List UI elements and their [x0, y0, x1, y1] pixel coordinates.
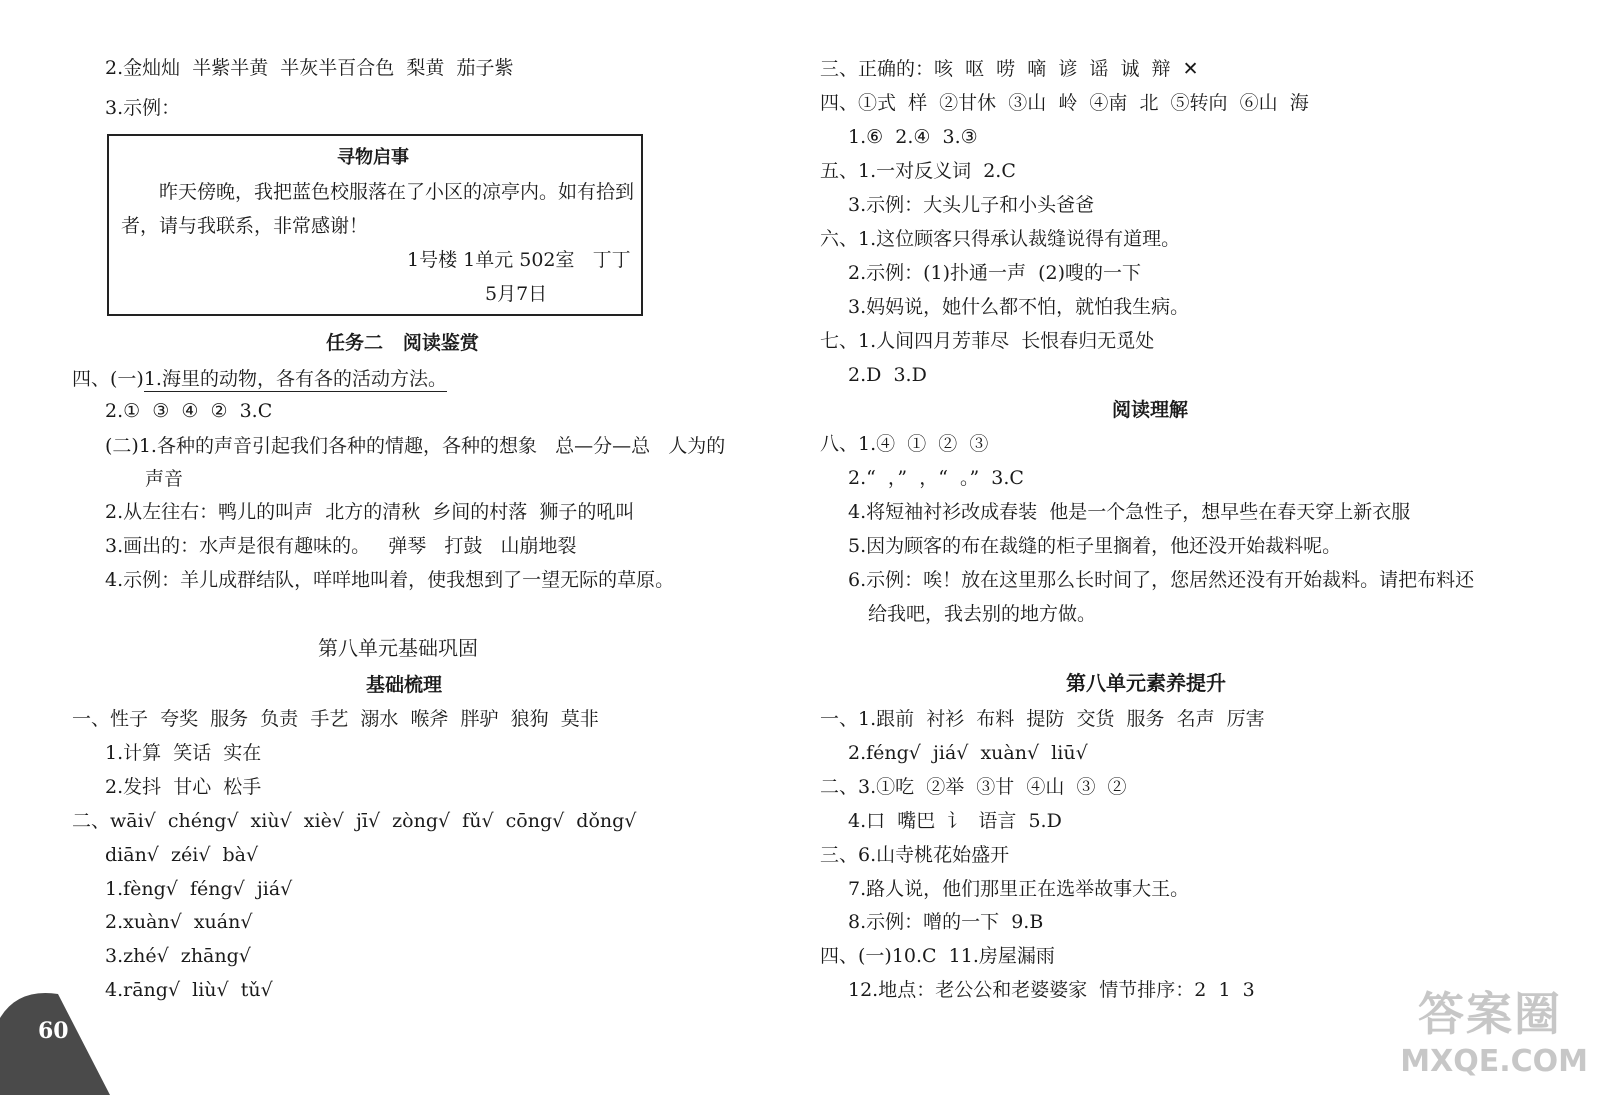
answer-line: 六、1.这位顾客只得承认裁缝说得有道理。 — [820, 228, 1181, 250]
answer-line: 12.地点：老公公和老婆婆家 情节排序：2 1 3 — [848, 979, 1255, 1001]
answer-line: 声音 — [145, 468, 184, 490]
answer-line: 3.示例：大头儿子和小头爸爸 — [848, 194, 1095, 216]
answer-line: 一、性子 夸奖 服务 负责 手艺 溺水 喉斧 胖驴 狼狗 莫非 — [72, 708, 599, 730]
answer-line: 四、(一)10.C 11.房屋漏雨 — [820, 945, 1055, 967]
answer-line: 八、1.④ ① ② ③ — [820, 433, 989, 455]
answer-line: 1.计算 笑话 实在 — [105, 742, 262, 764]
answer-line: 2.发抖 甘心 松手 — [105, 776, 262, 798]
answer-line: 2.示例：(1)扑通一声 (2)嗖的一下 — [848, 262, 1142, 284]
answer-line: 8.示例：噌的一下 9.B — [848, 911, 1044, 933]
answer-line: 三、6.山寺桃花始盛开 — [820, 844, 1010, 866]
answer-line: 3.示例： — [105, 97, 181, 119]
answer-line: 4.将短袖衬衫改成春装 他是一个急性子，想早些在春天穿上新衣服 — [848, 501, 1411, 523]
answer-line: 五、1.一对反义词 2.C — [820, 160, 1016, 182]
section-title: 任务二 阅读鉴赏 — [326, 332, 479, 354]
answer-line: 2.金灿灿 半紫半黄 半灰半百合色 梨黄 茄子紫 — [105, 57, 514, 79]
notice-title: 寻物启事 — [337, 147, 409, 168]
answer-line: 3.妈妈说，她什么都不怕，就怕我生病。 — [848, 296, 1190, 318]
answer-line: 2.从左往右：鸭儿的叫声 北方的清秋 乡间的村落 狮子的吼叫 — [105, 501, 635, 523]
answer-line: 2.xuàn√ xuán√ — [105, 911, 253, 933]
answer-line: 给我吧，我去别的地方做。 — [868, 603, 1097, 625]
answer-line: 2.① ③ ④ ② 3.C — [105, 400, 273, 422]
unit-title: 第八单元素养提升 — [1066, 671, 1226, 695]
answer-line: 3.zhé√ zhāng√ — [105, 945, 251, 967]
answer-line: 3.画出的：水声是很有趣味的。 弹琴 打鼓 山崩地裂 — [105, 535, 577, 557]
notice-date: 5月7日 — [485, 283, 548, 305]
underlined-answer: 1.海里的动物，各有各的活动方法。 — [143, 368, 447, 390]
left-column — [0, 0, 790, 1095]
answer-line: 一、1.跟前 衬衫 布料 提防 交货 服务 名声 厉害 — [820, 708, 1265, 730]
answer-line: 5.因为顾客的布在裁缝的柜子里搁着，他还没开始裁料呢。 — [848, 535, 1342, 557]
page-number: 60 — [38, 1018, 69, 1044]
answer-line — [72, 367, 447, 391]
answer-line: 6.示例：唉！放在这里那么长时间了，您居然还没有开始裁料。请把布料还 — [848, 569, 1475, 591]
watermark-url: MXQE.COM — [1400, 1044, 1588, 1079]
answer-line: diān√ zéi√ bà√ — [105, 844, 259, 866]
answer-line: 三、正确的：咳 呕 唠 嘀 谚 谣 诚 辩 ✕ — [820, 58, 1199, 80]
answer-line: 2.féng√ jiá√ xuàn√ liū√ — [848, 742, 1088, 764]
section-title: 阅读理解 — [1112, 399, 1189, 421]
answer-line: (二)1.各种的声音引起我们各种的情趣，各种的想象 总—分—总 人为的 — [105, 435, 726, 457]
answer-line: 二、wāi√ chéng√ xiù√ xiè√ jī√ zòng√ fǔ√ cōng√ dǒng√ — [72, 810, 637, 832]
answer-line: 4.示例：羊儿成群结队，咩咩地叫着，使我想到了一望无际的草原。 — [105, 569, 675, 591]
answer-prefix: 四、(一) — [72, 368, 144, 390]
right-column — [810, 0, 1600, 1095]
answer-line: 4.口 嘴巴 讠 语言 5.D — [848, 810, 1062, 832]
answer-line: 2.“ ，” ，“ 。” 3.C — [848, 467, 1024, 489]
answer-line: 二、3.①吃 ②举 ③甘 ④山 ③ ② — [820, 776, 1127, 798]
watermark-logo-text: 答案圈 — [1418, 987, 1562, 1041]
answer-line: 1.fèng√ féng√ jiá√ — [105, 878, 293, 900]
lost-item-notice-box — [107, 134, 643, 316]
section-title: 基础梳理 — [366, 674, 443, 696]
answer-line: 七、1.人间四月芳菲尽 长恨春归无觅处 — [820, 330, 1155, 352]
notice-body: 者，请与我联系，非常感谢！ — [121, 215, 369, 237]
notice-body: 昨天傍晚，我把蓝色校服落在了小区的凉亭内。如有拾到 — [159, 181, 635, 203]
answer-line: 2.D 3.D — [848, 364, 927, 386]
watermark — [1400, 978, 1600, 1095]
answer-line: 四、①式 样 ②甘休 ③山 岭 ④南 北 ⑤转向 ⑥山 海 — [820, 92, 1309, 114]
answer-line: 7.路人说，他们那里正在选举故事大王。 — [848, 878, 1190, 900]
answer-line: 1.⑥ 2.④ 3.③ — [848, 126, 978, 148]
notice-signature: 1号楼 1单元 502室 丁丁 — [407, 249, 631, 271]
unit-title: 第八单元基础巩固 — [318, 636, 478, 660]
answer-line: 4.rāng√ liù√ tǔ√ — [105, 979, 273, 1001]
